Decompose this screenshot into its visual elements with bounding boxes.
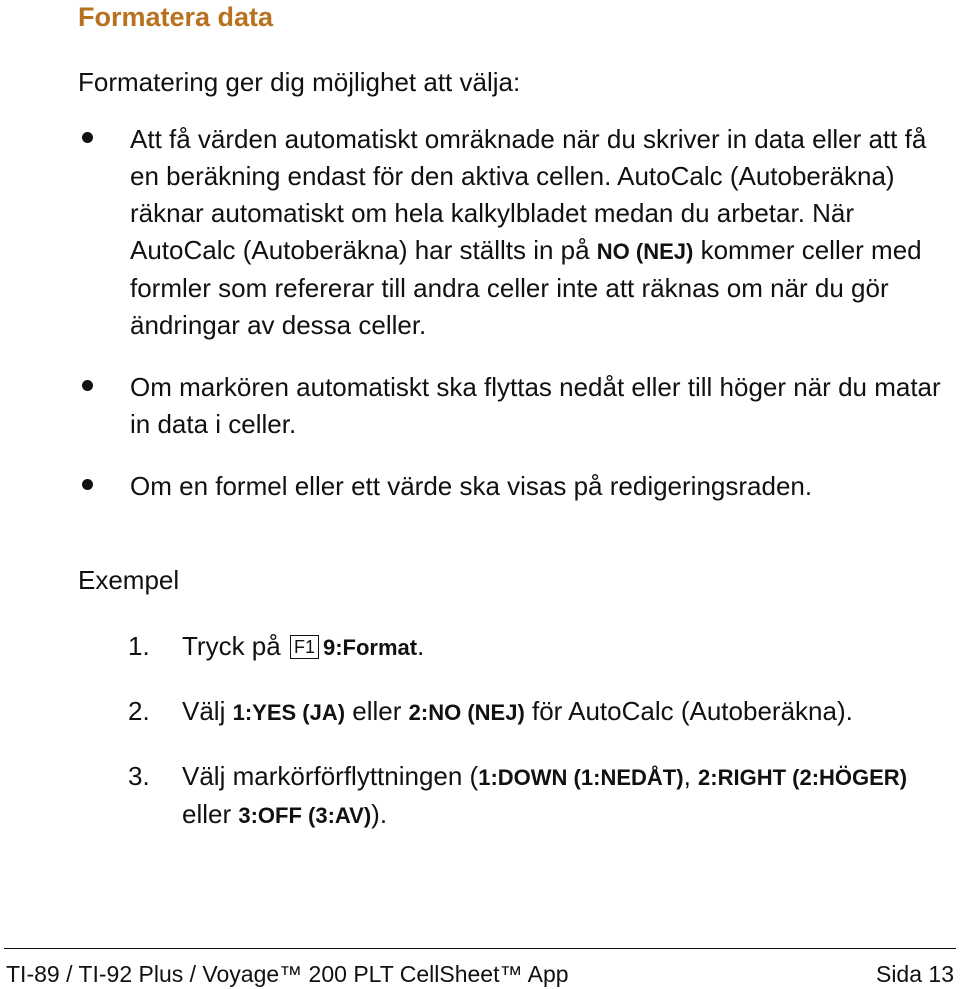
- step-text: ,: [683, 761, 699, 791]
- step-text: Välj: [182, 696, 233, 726]
- step-list: [0, 628, 960, 834]
- bullet-item-cursor: [0, 369, 955, 443]
- bullet-dot-icon: [82, 380, 93, 391]
- bullet-item-autocalc: [0, 121, 955, 344]
- step-text: Välj markörförflyttningen (: [182, 761, 479, 791]
- step-number: 1.: [128, 631, 150, 661]
- intro-text: Formatering ger dig möjlighet att välja:: [78, 67, 521, 97]
- step-2: [0, 693, 917, 731]
- bullet-text: kommer celler med formler som refererar till andra celler inte att räknas om när du gör ändringar av dessa celler.: [130, 235, 922, 340]
- step-text: ).: [371, 799, 388, 829]
- bullet-dot-icon: [82, 132, 93, 143]
- step-3: [0, 758, 917, 834]
- step-number: 2.: [128, 696, 150, 726]
- menu-option: 9:Format: [322, 635, 418, 660]
- footer-product: TI-89 / TI-92 Plus / Voyage™ 200 PLT CellSheet™ App: [6, 961, 569, 987]
- bullet-item-formula: [0, 468, 955, 505]
- bullet-text: Om markören automatiskt ska flyttas nedåt eller till höger när du matar in data i celler.: [130, 372, 941, 439]
- step-number: 3.: [128, 761, 150, 791]
- example-heading: Exempel: [78, 565, 180, 595]
- step-text: eller: [182, 799, 239, 829]
- footer-divider: [4, 948, 956, 949]
- menu-option: 2:RIGHT (2:HÖGER): [698, 765, 908, 790]
- f1-key-icon: F1: [290, 635, 319, 659]
- bullet-text: Om en formel eller ett värde ska visas på redigeringsraden.: [130, 471, 813, 501]
- menu-option: 1:YES (JA): [232, 700, 346, 725]
- step-text: Tryck på: [182, 631, 288, 661]
- menu-option: 1:DOWN (1:NEDÅT): [478, 765, 684, 790]
- menu-option: 2:NO (NEJ): [408, 700, 525, 725]
- step-text: eller: [345, 696, 409, 726]
- bullet-list: [0, 121, 960, 505]
- step-text: .: [417, 631, 425, 661]
- step-1: [0, 628, 917, 666]
- bullet-text: Att få värden automatiskt omräknade när du skriver in data eller att få en beräkning endast för den aktiva cellen. AutoCalc (Autoberäkna) räknar automatiskt om hela kalkylbladet medan du arbetar. När AutoCalc (Autoberäkna) har ställts in på: [130, 124, 927, 265]
- menu-option: 3:OFF (3:AV): [238, 803, 372, 828]
- bullet-dot-icon: [82, 479, 93, 490]
- page-title: Formatera data: [78, 2, 274, 32]
- setting-value: NO (NEJ): [596, 239, 694, 264]
- page-number: Sida 13: [875, 961, 954, 987]
- step-text: för AutoCalc (Autoberäkna).: [524, 696, 853, 726]
